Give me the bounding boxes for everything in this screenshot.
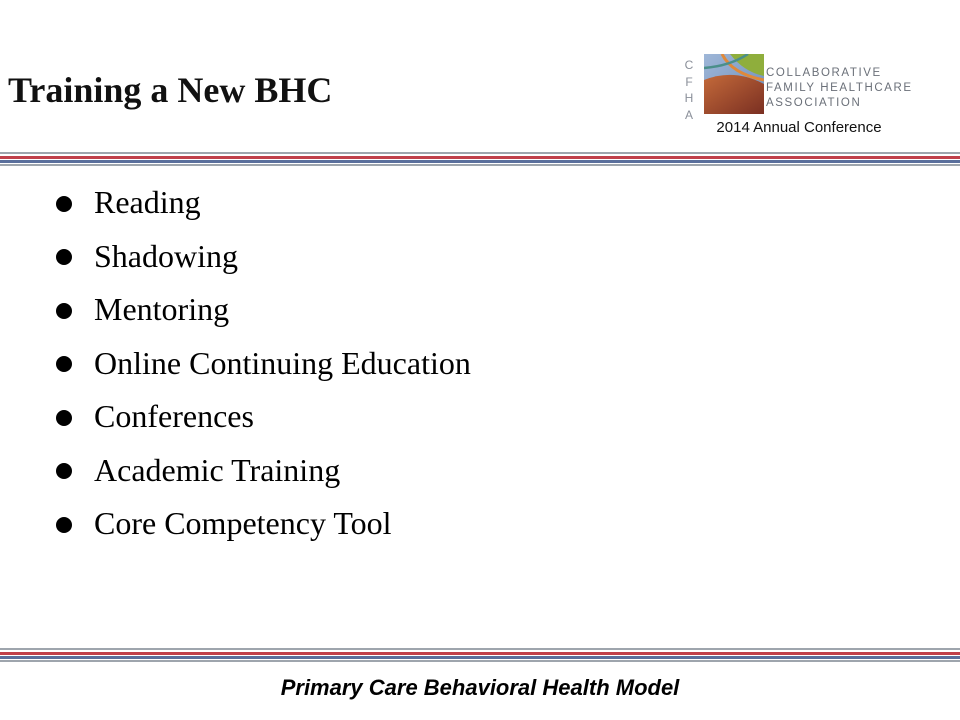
list-item: [56, 230, 471, 284]
list-item: [56, 444, 471, 498]
list-item: [56, 337, 471, 391]
footer-label: Primary Care Behavioral Health Model: [280, 675, 680, 700]
conference-label: 2014 Annual Conference: [716, 119, 882, 136]
bullet-dot-icon: [56, 303, 72, 319]
logo-text-line: COLLABORATIVE: [766, 67, 882, 79]
logo-letter: A: [684, 107, 693, 122]
bullet-text: Reading: [94, 184, 201, 221]
logo-mark-rust: [704, 75, 764, 114]
logo-mark-icon: [704, 54, 764, 114]
bullet-dot-icon: [56, 463, 72, 479]
bullet-text: Academic Training: [94, 451, 341, 488]
bullet-text: Mentoring: [94, 291, 230, 328]
logo-text-line: ASSOCIATION: [766, 97, 862, 109]
bullet-text: Online Continuing Education: [94, 344, 471, 381]
bottom-divider: [0, 648, 960, 662]
logo-text: [766, 66, 913, 111]
top-divider: [0, 152, 960, 166]
logo-vertical-letters: [680, 58, 698, 122]
list-item: [56, 176, 471, 230]
bullet-text: Shadowing: [94, 237, 238, 274]
logo-letter: H: [684, 91, 694, 106]
logo-text-line: FAMILY HEALTHCARE: [766, 82, 913, 94]
list-item: [56, 497, 471, 551]
bullet-text: Core Competency Tool: [94, 505, 392, 542]
bullet-dot-icon: [56, 356, 72, 372]
slide-title: Training a New BHC: [8, 70, 333, 110]
bullet-dot-icon: [56, 517, 72, 533]
logo-letter: C: [684, 58, 694, 72]
bullet-dot-icon: [56, 249, 72, 265]
bullet-dot-icon: [56, 196, 72, 212]
bullet-dot-icon: [56, 410, 72, 426]
bullet-text: Conferences: [94, 398, 254, 435]
logo-letter: F: [685, 74, 693, 89]
bullet-list: [56, 176, 471, 551]
list-item: [56, 283, 471, 337]
list-item: [56, 390, 471, 444]
